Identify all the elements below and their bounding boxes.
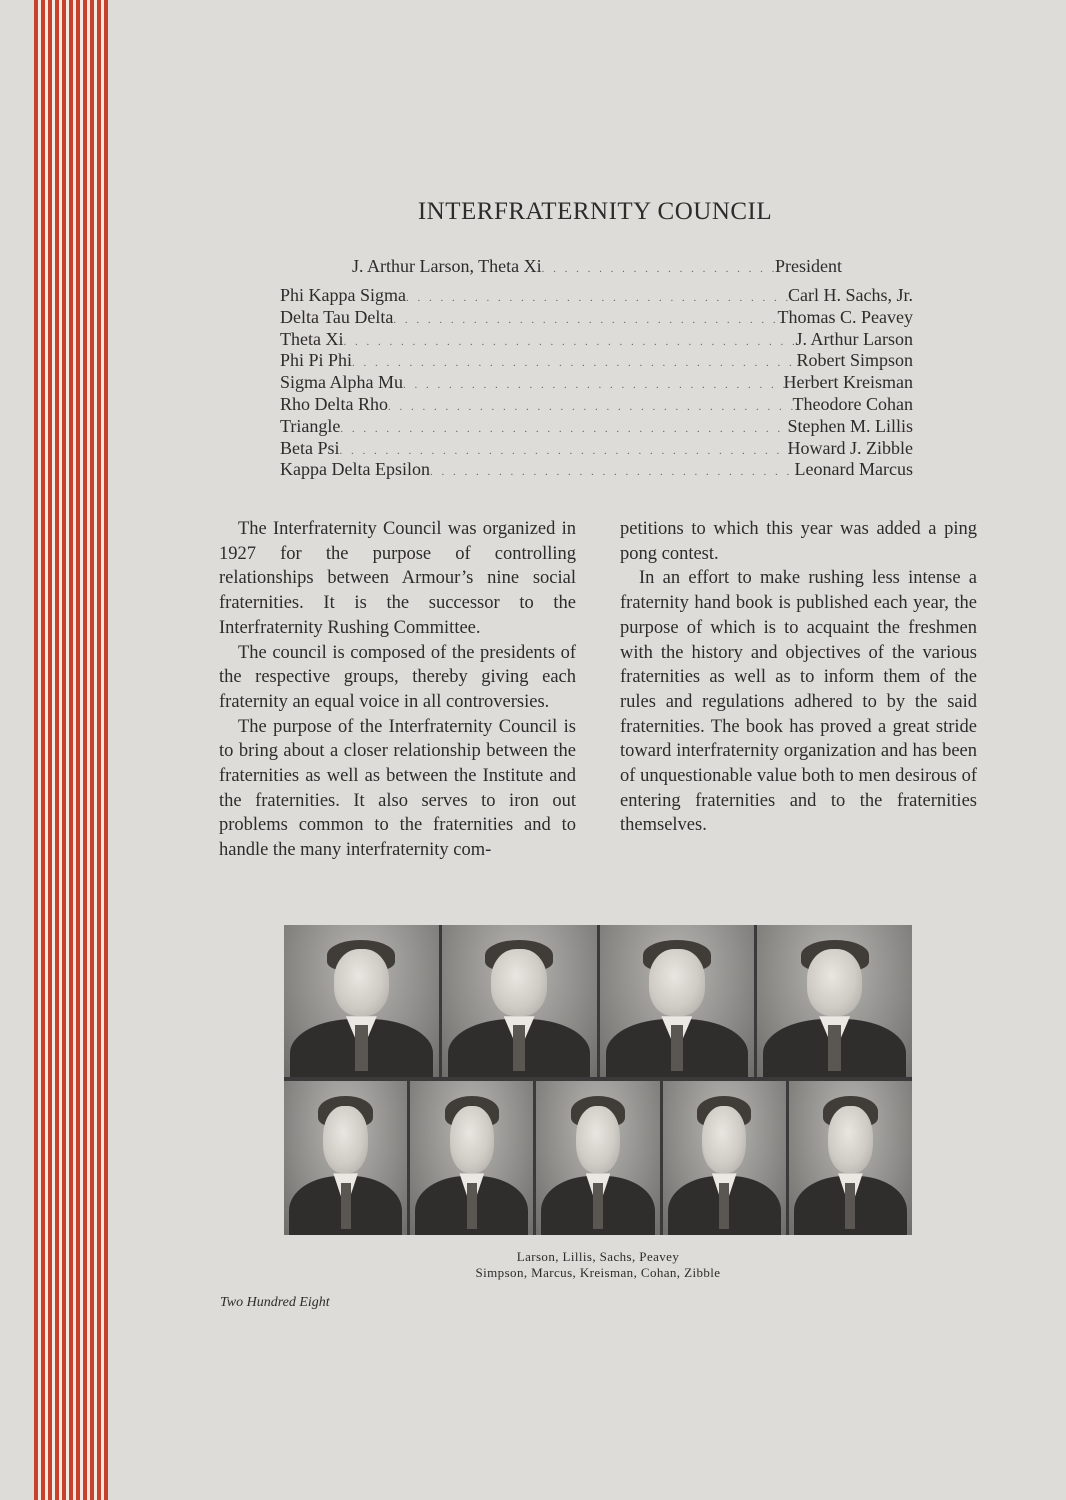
representative-name: J. Arthur Larson bbox=[795, 328, 913, 349]
list-item bbox=[280, 394, 913, 416]
representative-name: Stephen M. Lillis bbox=[787, 415, 913, 436]
president-name: J. Arthur Larson, Theta Xi bbox=[352, 256, 542, 276]
representative-name: Robert Simpson bbox=[796, 350, 913, 371]
portrait-photo bbox=[600, 925, 755, 1077]
caption-line: Simpson, Marcus, Kreisman, Cohan, Zibble bbox=[475, 1265, 721, 1280]
fraternity-name: Phi Kappa Sigma bbox=[280, 285, 406, 305]
paragraph: In an effort to make rushing less intense a fraternity hand book is published each year, the purpose of which is to acquaint the freshmen with the history and objectives of the various fraternities as well as to inform them of the rules and regulations adhered to by the said fraternities. The book has proved a great stride toward interfraternity organization and has been of unquestionable value both to men desirous of entering fraternities and to the fraternities themselves. bbox=[620, 568, 977, 836]
list-item bbox=[280, 438, 913, 460]
portrait-photo bbox=[789, 1081, 912, 1235]
fraternity-name: Delta Tau Delta bbox=[280, 306, 394, 327]
list-item bbox=[280, 459, 913, 481]
dot-leader bbox=[542, 263, 775, 275]
fraternity-name: Beta Psi bbox=[280, 437, 340, 458]
fraternity-name: Rho Delta Rho bbox=[280, 393, 388, 414]
list-item bbox=[280, 350, 913, 372]
president-line bbox=[352, 256, 842, 278]
representative-name: Howard J. Zibble bbox=[787, 437, 913, 458]
body-text bbox=[219, 517, 977, 863]
portrait-photo bbox=[536, 1081, 659, 1235]
right-column bbox=[620, 517, 977, 863]
portrait-photo bbox=[442, 925, 597, 1077]
fraternity-name: Kappa Delta Epsilon bbox=[280, 459, 430, 480]
list-item bbox=[280, 307, 913, 329]
portrait-photo bbox=[663, 1081, 786, 1235]
list-item bbox=[280, 372, 913, 394]
portrait-row-top bbox=[284, 925, 912, 1077]
portrait-row-bottom bbox=[284, 1081, 912, 1235]
portrait-photo bbox=[757, 925, 912, 1077]
paragraph: The council is composed of the presidents of the respective groups, thereby giving each fraternity an equal voice in all controversies. bbox=[219, 642, 576, 712]
list-item bbox=[280, 416, 913, 438]
portrait-photo bbox=[284, 925, 439, 1077]
representative-name: Thomas C. Peavey bbox=[777, 306, 913, 327]
page-title: INTERFRATERNITY COUNCIL bbox=[417, 198, 773, 225]
dot-leader bbox=[352, 357, 796, 369]
representative-name: Theodore Cohan bbox=[792, 393, 913, 414]
fraternity-name: Sigma Alpha Mu bbox=[280, 372, 404, 393]
portrait-photo bbox=[410, 1081, 533, 1235]
list-item bbox=[280, 285, 913, 307]
representative-name: Leonard Marcus bbox=[794, 459, 913, 480]
list-item bbox=[280, 329, 913, 351]
caption-line: Larson, Lillis, Sachs, Peavey bbox=[516, 1249, 680, 1264]
dot-leader bbox=[393, 314, 777, 326]
paragraph: The purpose of the Interfraternity Council is to bring about a closer relationship between the fraternities as well as between the Institute and the fraternities. It also serves to iron out problems common to the fraternities and to handle the many interfraternity com- bbox=[219, 716, 576, 861]
portrait-panel bbox=[284, 925, 912, 1235]
fraternity-name: Triangle bbox=[280, 415, 341, 436]
dot-leader bbox=[406, 292, 788, 304]
representative-name: Carl H. Sachs, Jr. bbox=[788, 285, 913, 305]
decorative-stripe-border bbox=[34, 0, 108, 1500]
member-list bbox=[280, 285, 913, 481]
left-column bbox=[219, 517, 576, 863]
portrait-photo bbox=[284, 1081, 407, 1235]
dot-leader bbox=[403, 379, 784, 391]
fraternity-name: Phi Pi Phi bbox=[280, 350, 353, 371]
dot-leader bbox=[340, 445, 788, 457]
president-role: President bbox=[775, 256, 842, 276]
photo-caption bbox=[284, 1249, 912, 1281]
fraternity-name: Theta Xi bbox=[280, 328, 344, 349]
representative-name: Herbert Kreisman bbox=[783, 372, 913, 393]
dot-leader bbox=[430, 466, 795, 478]
paragraph-continuation: petitions to which this year was added a ping pong contest. bbox=[620, 519, 977, 564]
paragraph: The Interfraternity Council was organized in 1927 for the purpose of controlling relationships between Armour’s nine social fraternities. It is the successor to the Interfraternity Rushing Committee. bbox=[219, 519, 576, 638]
dot-leader bbox=[343, 336, 795, 348]
dot-leader bbox=[340, 423, 787, 435]
dot-leader bbox=[388, 401, 793, 413]
page-number: Two Hundred Eight bbox=[220, 1295, 330, 1310]
